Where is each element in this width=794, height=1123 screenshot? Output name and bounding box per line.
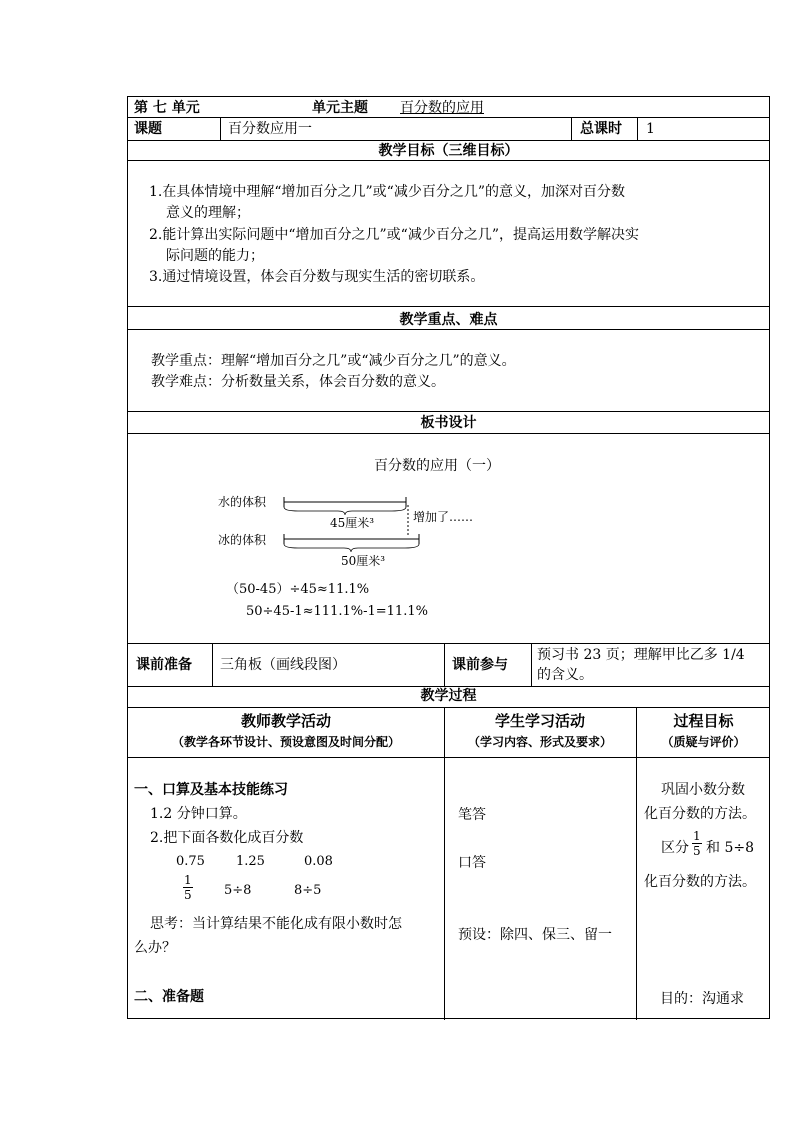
unit-theme-value: 百分数的应用 [400,100,484,116]
fraction-denominator: 5 [184,888,192,902]
row-divider [128,117,769,118]
section-1-title: 一、口算及基本技能练习 [134,782,288,798]
goal-text: 化百分数的方法。 [644,874,756,890]
fraction-numerator: 1 [184,873,192,887]
row-divider [128,160,769,161]
lesson-value: 百分数应用一 [228,121,312,137]
segment-diagram [218,485,498,575]
row-divider [128,433,769,434]
fraction-numerator: 1 [693,829,701,843]
teacher-item: 2.把下面各数化成百分数 [150,830,304,846]
goal-text: 巩固小数分数 [661,782,745,798]
row-divider [128,757,769,758]
goal-text: 化百分数的方法。 [644,806,756,822]
process-title: 教学过程 [420,688,477,704]
col-divider [571,117,572,140]
objective-line: 际问题的能力； [166,248,264,264]
objective-line: 意义的理解； [166,205,250,221]
ice-brace [284,544,419,552]
objective-line: 3.通过情境设置，体会百分数与现实生活的密切联系。 [149,269,485,285]
unit-label: 第 七 单元 [134,100,200,116]
student-activity-sub: （学习内容、形式及要求） [467,735,612,749]
board-title: 板书设计 [420,415,477,431]
number-item: 1.25 [236,854,265,869]
col-divider [531,643,532,686]
formula-2: 50÷45-1≈111.1%-1=11.1% [246,604,428,619]
objective-line: 1.在具体情境中理解“增加百分之几”或“减少百分之几”的意义，加深对百分数 [149,184,625,200]
participation-value: 预习书 23 页；理解甲比乙多 1/4 [537,647,745,663]
col-divider [220,117,221,140]
key-points-title: 教学重点、难点 [399,312,498,328]
row-divider [128,707,769,708]
goal-text: 目的：沟通求 [660,991,744,1007]
row-divider [128,306,769,307]
key-point: 教学重点：理解“增加百分之几”或“减少百分之几”的意义。 [151,353,516,369]
increase-label: 增加了…… [413,510,474,524]
col-divider [636,707,637,1020]
lesson-plan-table [127,96,770,1019]
participation-label: 课前参与 [452,657,508,673]
ice-label: 冰的体积 [218,533,267,547]
water-brace [284,507,406,515]
goal-text: 区分 [661,840,689,856]
teacher-item: 1.2 分钟口算。 [150,806,247,822]
teacher-activity-sub: （教学各环节设计、预设意图及时间分配） [171,735,400,749]
number-item: 0.08 [304,854,333,869]
goal-text: 和 5÷8 [706,840,754,856]
process-goal-sub: （质疑与评价） [661,735,746,749]
prep-label: 课前准备 [136,657,192,673]
fraction-one-fifth [183,874,193,901]
student-activity: 预设：除四、保三、留一 [458,927,612,943]
number-item: 0.75 [176,854,205,869]
student-activity: 笔答 [458,807,486,823]
number-item: 5÷8 [224,883,252,898]
prep-value: 三角板（画线段图） [220,657,346,673]
difficult-point: 教学难点：分析数量关系，体会百分数的意义。 [151,374,445,390]
think-question: 么办？ [134,940,176,956]
row-divider [128,686,769,687]
water-value: 45厘米³ [330,516,375,530]
number-item: 8÷5 [294,883,322,898]
fraction-denominator: 5 [693,844,701,858]
row-divider [128,643,769,644]
objectives-title: 教学目标（三维目标） [378,143,519,159]
lesson-label: 课题 [134,121,162,137]
think-question: 思考：当计算结果不能化成有限小数时怎 [150,916,402,932]
total-hours-value: 1 [646,121,655,137]
col-divider [444,707,445,1020]
unit-theme-label: 单元主题 [312,100,368,116]
ice-value: 50厘米³ [341,554,386,568]
goal-fraction-one-fifth [692,830,702,857]
objective-line: 2.能计算出实际问题中“增加百分之几”或“减少百分之几”，提高运用数学解决实 [149,227,639,243]
row-divider [128,329,769,330]
teacher-activity-title: 教师教学活动 [240,712,331,730]
row-divider [128,140,769,141]
col-divider [637,117,638,140]
total-hours-label: 总课时 [580,121,622,137]
student-activity: 口答 [458,855,486,871]
formula-1: （50-45）÷45≈11.1% [226,582,370,597]
col-divider [444,643,445,686]
board-subtitle: 百分数的应用（一） [374,458,500,474]
col-divider [212,643,213,686]
water-label: 水的体积 [218,495,267,509]
process-goal-title: 过程目标 [673,712,734,730]
section-2-title: 二、准备题 [134,989,204,1005]
student-activity-title: 学生学习活动 [494,712,585,730]
participation-value: 的含义。 [537,667,593,683]
row-divider [128,411,769,412]
